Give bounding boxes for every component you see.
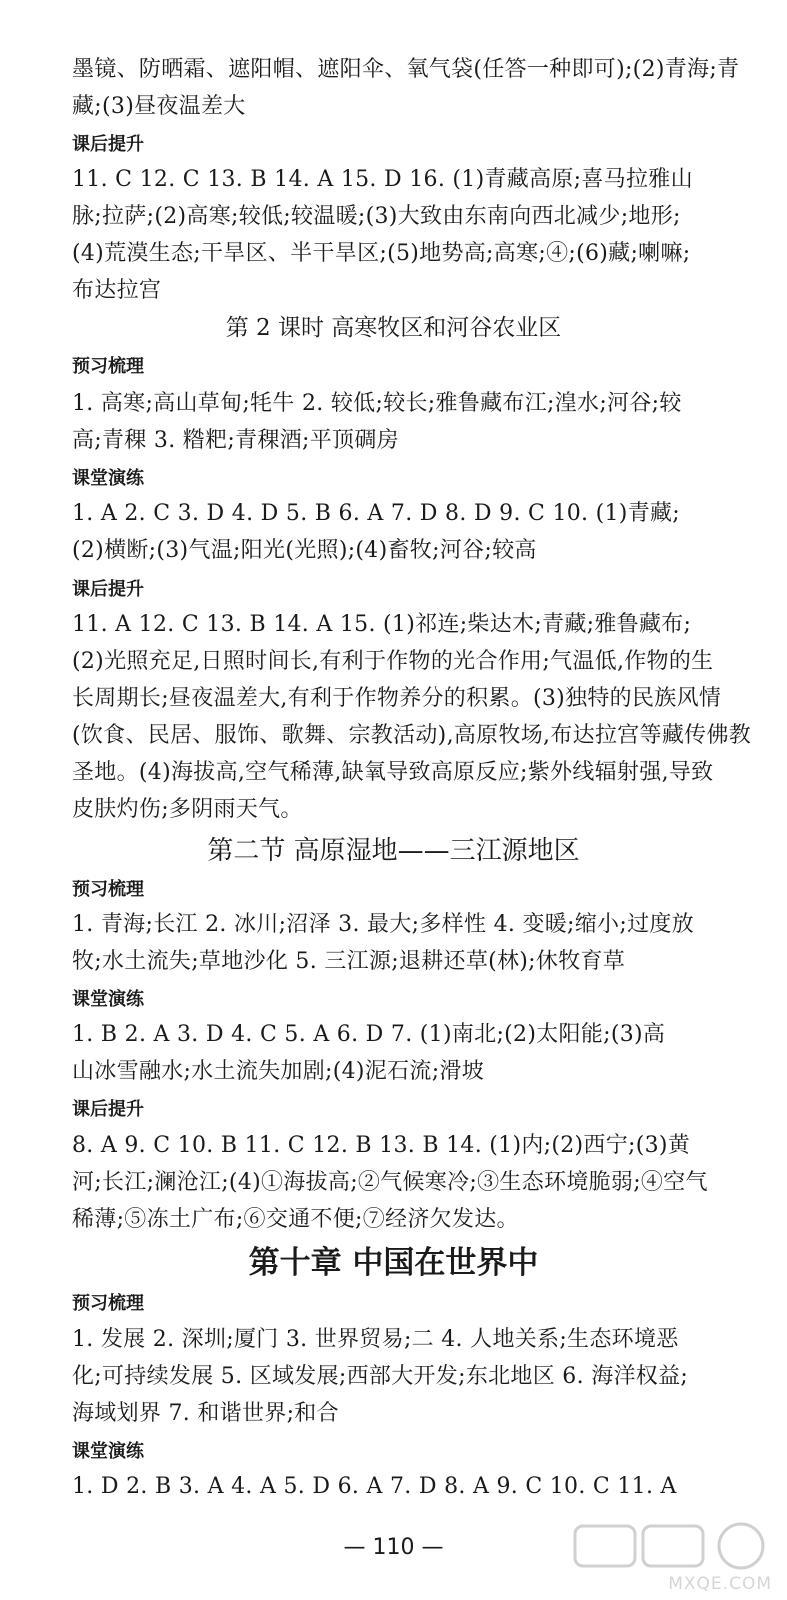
subsection-heading: 课堂演练 xyxy=(72,1441,144,1462)
text-line: 8. A 9. C 10. B 11. C 12. B 13. B 14. (1)内;(2)西宁;(3)黄 xyxy=(72,1133,691,1158)
text-line: (饮食、民居、服饰、歌舞、宗教活动),高原牧场,布达拉宫等藏传佛教 xyxy=(72,723,752,748)
subsection-heading: 课堂演练 xyxy=(72,468,144,489)
text-line: 1. 青海;长江 2. 冰川;沼泽 3. 最大;多样性 4. 变暖;缩小;过度放 xyxy=(72,912,694,937)
text-line: 1. 发展 2. 深圳;厦门 3. 世界贸易;二 4. 人地关系;生态环境恶 xyxy=(72,1327,679,1352)
text-line: 牧;水土流失;草地沙化 5. 三江源;退耕还草(林);休牧育草 xyxy=(72,949,626,974)
text-line: 河;长江;澜沧江;(4)①海拔高;②气候寒冷;③生态环境脆弱;④空气 xyxy=(72,1170,708,1195)
text-line: 11. A 12. C 13. B 14. A 15. (1)祁连;柴达木;青藏;雅鲁藏布; xyxy=(72,612,692,637)
page-number: — 110 — xyxy=(343,1535,444,1560)
text-line: 海域划界 7. 和谐世界;和合 xyxy=(72,1401,339,1426)
text-line: (2)横断;(3)气温;阳光(光照);(4)畜牧;河谷;较高 xyxy=(72,538,537,563)
text-line: 1. 高寒;高山草甸;牦牛 2. 较低;较长;雅鲁藏布江;湟水;河谷;较 xyxy=(72,391,682,416)
text-line: (2)光照充足,日照时间长,有利于作物的光合作用;气温低,作物的生 xyxy=(72,649,714,674)
subsection-heading: 预习梳理 xyxy=(72,1293,144,1314)
text-line: 山冰雪融水;水土流失加剧;(4)泥石流;滑坡 xyxy=(72,1059,485,1084)
subsection-heading: 课后提升 xyxy=(72,134,144,155)
text-line: 长周期长;昼夜温差大,有利于作物养分的积累。(3)独特的民族风情 xyxy=(72,686,722,711)
text-line: 11. C 12. C 13. B 14. A 15. D 16. (1)青藏高原;喜马拉雅山 xyxy=(72,167,693,192)
text-line: 化;可持续发展 5. 区域发展;西部大开发;东北地区 6. 海洋权益; xyxy=(72,1364,689,1389)
lesson-title: 第 2 课时 高寒牧区和河谷农业区 xyxy=(225,315,562,341)
subsection-heading: 预习梳理 xyxy=(72,879,144,900)
text-line: 高;青稞 3. 糌粑;青稞酒;平顶碉房 xyxy=(72,428,399,453)
subsection-heading: 预习梳理 xyxy=(72,356,144,377)
text-line: 稀薄;⑤冻土广布;⑥交通不便;⑦经济欠发达。 xyxy=(72,1207,519,1232)
text-line: 布达拉宫 xyxy=(72,278,162,303)
watermark-text: MXQE.COM xyxy=(668,1574,772,1594)
text-line: (4)荒漠生态;干旱区、半干旱区;(5)地势高;高寒;④;(6)藏;喇嘛; xyxy=(72,241,691,266)
text-line: 1. B 2. A 3. D 4. C 5. A 6. D 7. (1)南北;(2)太阳能;(3)高 xyxy=(72,1022,666,1047)
subsection-heading: 课后提升 xyxy=(72,1099,144,1120)
watermark-logo xyxy=(565,1520,780,1596)
chapter-title: 第十章 中国在世界中 xyxy=(248,1245,539,1281)
text-line: 圣地。(4)海拔高,空气稀薄,缺氧导致高原反应;紫外线辐射强,导致 xyxy=(72,760,714,785)
text-line: 脉;拉萨;(2)高寒;较低;较温暖;(3)大致由东南向西北减少;地形; xyxy=(72,204,681,229)
text-line: 藏;(3)昼夜温差大 xyxy=(72,94,246,119)
text-line: 1. D 2. B 3. A 4. A 5. D 6. A 7. D 8. A 9. C 10. C 11. A xyxy=(72,1474,677,1499)
subsection-heading: 课堂演练 xyxy=(72,989,144,1010)
subsection-heading: 课后提升 xyxy=(72,579,144,600)
text-line: 皮肤灼伤;多阴雨天气。 xyxy=(72,797,303,822)
text-line: 1. A 2. C 3. D 4. D 5. B 6. A 7. D 8. D 9. C 10. (1)青藏; xyxy=(72,501,681,526)
section-title: 第二节 高原湿地——三江源地区 xyxy=(207,836,580,866)
text-line: 墨镜、防晒霜、遮阳帽、遮阳伞、氧气袋(任答一种即可);(2)青海;青 xyxy=(72,57,740,82)
